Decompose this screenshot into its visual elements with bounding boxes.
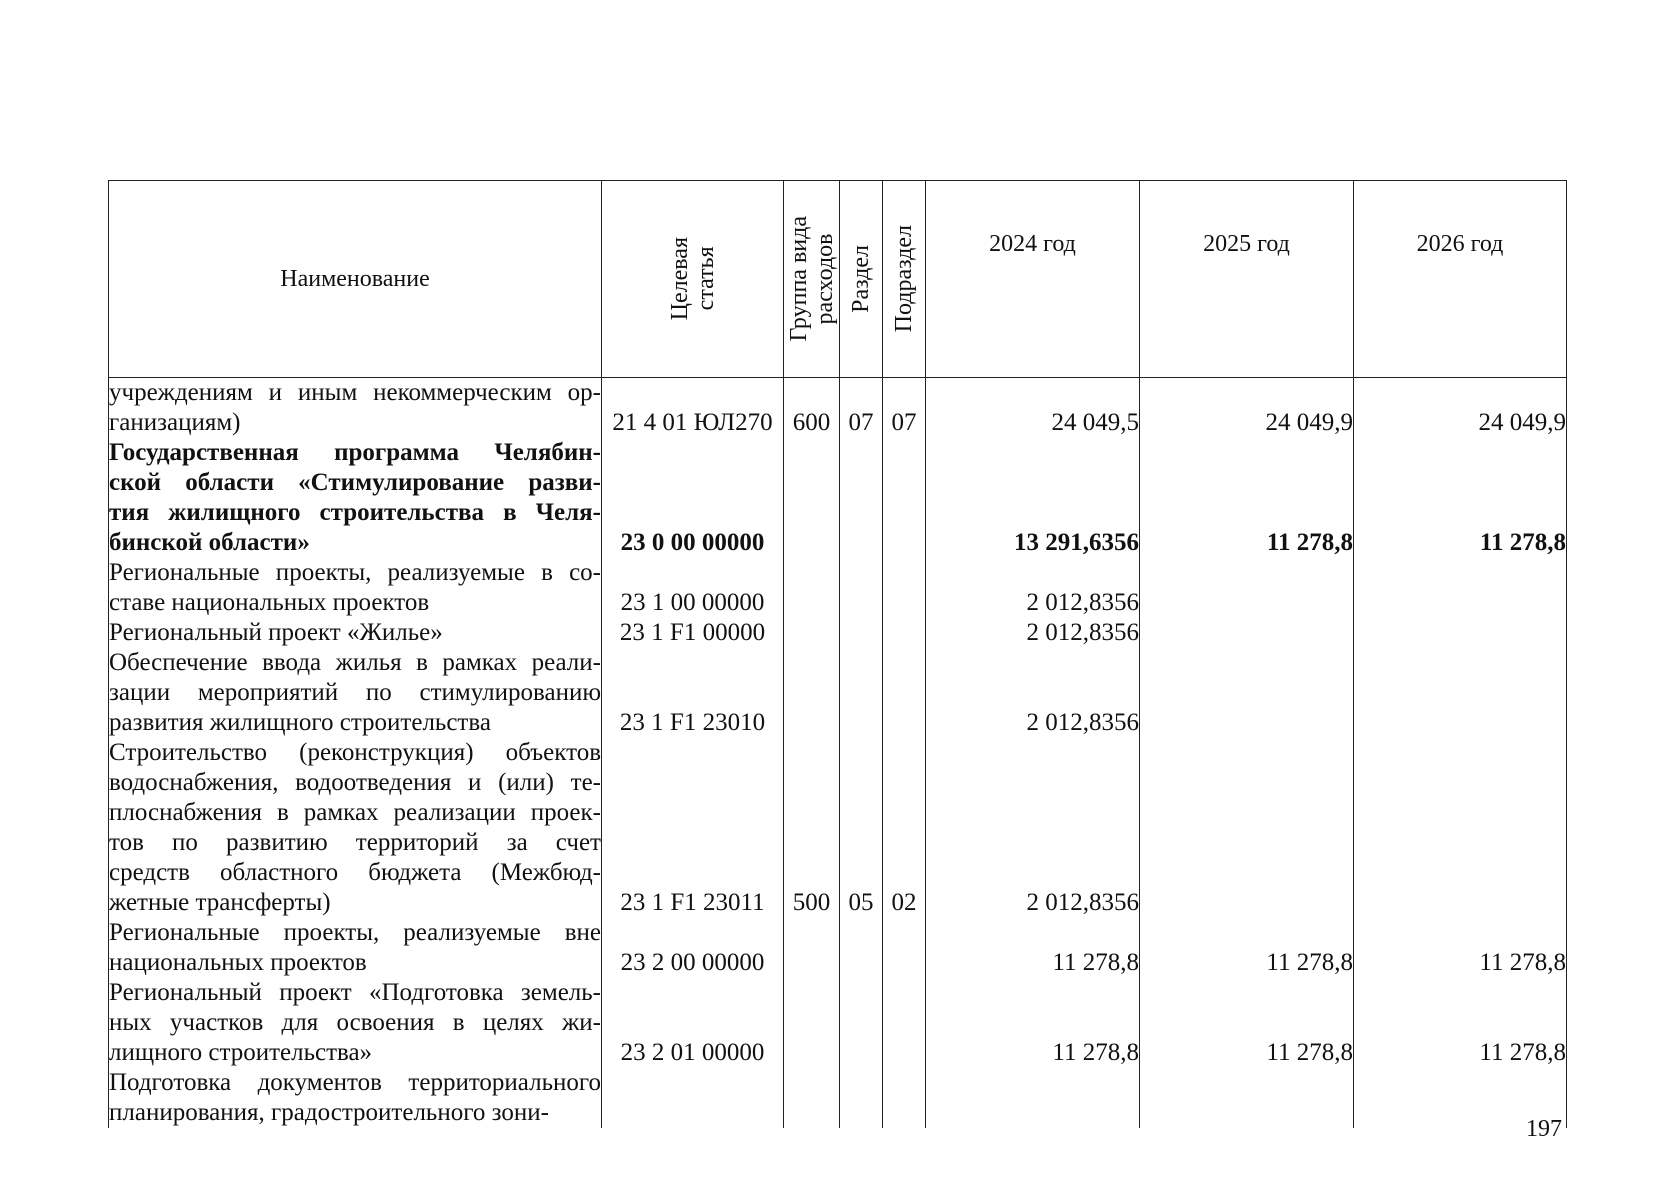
cell-subsection xyxy=(883,558,926,618)
cell-section xyxy=(840,978,883,1068)
cell-2026: 11 278,8 xyxy=(1354,918,1567,978)
cell-2024: 13 291,6356 xyxy=(926,438,1140,558)
cell-target-article: 23 1 00 00000 xyxy=(602,558,784,618)
cell-name-line: Региональный проект «Подготовка земель- xyxy=(109,979,601,1006)
cell-name xyxy=(109,438,602,558)
cell-name-line: Обеспечение ввода жилья в рамках реали- xyxy=(109,649,601,676)
cell-2024: 11 278,8 xyxy=(926,978,1140,1068)
header-section-label: Раздел xyxy=(848,245,874,313)
cell-name-line: планирования, градостроительного зони- xyxy=(109,1099,549,1126)
header-year-2024: 2024 год xyxy=(926,181,1140,378)
cell-name-line: бинской области» xyxy=(109,529,310,556)
cell-expense-group xyxy=(784,438,840,558)
cell-2026 xyxy=(1354,648,1567,738)
cell-2024: 2 012,8356 xyxy=(926,618,1140,648)
cell-name xyxy=(109,618,602,648)
header-subsection xyxy=(883,181,926,378)
cell-name xyxy=(109,738,602,918)
header-year-2025: 2025 год xyxy=(1140,181,1354,378)
table-row xyxy=(109,438,1567,558)
cell-2024: 2 012,8356 xyxy=(926,648,1140,738)
table-row xyxy=(109,558,1567,618)
cell-2025 xyxy=(1140,1068,1354,1128)
cell-target-article: 21 4 01 ЮЛ270 xyxy=(602,378,784,439)
cell-name xyxy=(109,978,602,1068)
cell-subsection xyxy=(883,1068,926,1128)
cell-section xyxy=(840,558,883,618)
cell-name xyxy=(109,1068,602,1128)
cell-2025 xyxy=(1140,558,1354,618)
cell-target-article: 23 1 F1 23010 xyxy=(602,648,784,738)
header-expense-group-line1: Группа вида xyxy=(785,216,812,342)
cell-name-line: Региональный проект «Жилье» xyxy=(109,619,443,646)
cell-2026: 11 278,8 xyxy=(1354,978,1567,1068)
cell-section xyxy=(840,918,883,978)
cell-2025: 24 049,9 xyxy=(1140,378,1354,439)
cell-name-line: средств областного бюджета (Межбюд- xyxy=(109,859,601,886)
header-year-2026: 2026 год xyxy=(1354,181,1567,378)
cell-2024: 11 278,8 xyxy=(926,918,1140,978)
cell-name xyxy=(109,378,602,439)
cell-2026 xyxy=(1354,618,1567,648)
cell-expense-group xyxy=(784,978,840,1068)
cell-section xyxy=(840,1068,883,1128)
cell-2024: 2 012,8356 xyxy=(926,558,1140,618)
cell-2024 xyxy=(926,1068,1140,1128)
cell-expense-group xyxy=(784,918,840,978)
cell-2026: 11 278,8 xyxy=(1354,438,1567,558)
header-subsection-label: Подраздел xyxy=(891,225,917,333)
cell-name-line: тов по развитию территорий за счет xyxy=(109,829,601,856)
cell-section: 07 xyxy=(840,378,883,439)
cell-name xyxy=(109,558,602,618)
cell-2025: 11 278,8 xyxy=(1140,978,1354,1068)
table-row xyxy=(109,1068,1567,1128)
table-body xyxy=(109,378,1567,1129)
cell-2026 xyxy=(1354,558,1567,618)
table-row xyxy=(109,978,1567,1068)
table-row xyxy=(109,648,1567,738)
cell-name-line: ставе национальных проектов xyxy=(109,589,430,616)
budget-table xyxy=(108,180,1567,1128)
header-target-article-line2: статья xyxy=(692,247,719,311)
cell-subsection xyxy=(883,918,926,978)
cell-expense-group: 600 xyxy=(784,378,840,439)
cell-name-line: плоснабжения в рамках реализации проек- xyxy=(109,799,601,826)
table-row xyxy=(109,378,1567,439)
cell-section xyxy=(840,648,883,738)
cell-subsection xyxy=(883,618,926,648)
cell-name-line: водоснабжения, водоотведения и (или) те- xyxy=(109,769,601,796)
cell-name-line: ганизациям) xyxy=(109,409,241,436)
cell-expense-group xyxy=(784,1068,840,1128)
cell-expense-group xyxy=(784,618,840,648)
cell-name xyxy=(109,648,602,738)
cell-subsection: 07 xyxy=(883,378,926,439)
cell-2026 xyxy=(1354,738,1567,918)
cell-subsection xyxy=(883,648,926,738)
cell-name-line: Строительство (реконструкция) объектов xyxy=(109,739,601,766)
cell-name-line: Государственная программа Челябин- xyxy=(109,439,601,466)
cell-name-line: ской области «Стимулирование разви- xyxy=(109,469,601,496)
page-number: 197 xyxy=(1526,1116,1562,1142)
cell-target-article: 23 1 F1 00000 xyxy=(602,618,784,648)
cell-section xyxy=(840,618,883,648)
cell-target-article: 23 2 00 00000 xyxy=(602,918,784,978)
cell-name-line: лищного строительства» xyxy=(109,1039,373,1066)
cell-name-line: учреждениям и иным некоммерческим ор- xyxy=(109,379,601,406)
cell-2026: 24 049,9 xyxy=(1354,378,1567,439)
header-target-article xyxy=(602,181,784,378)
cell-2025: 11 278,8 xyxy=(1140,918,1354,978)
cell-target-article: 23 2 01 00000 xyxy=(602,978,784,1068)
cell-target-article xyxy=(602,1068,784,1128)
cell-2024: 24 049,5 xyxy=(926,378,1140,439)
table-row xyxy=(109,738,1567,918)
header-expense-group xyxy=(784,181,840,378)
header-section xyxy=(840,181,883,378)
cell-name-line: зации мероприятий по стимулированию xyxy=(109,679,601,706)
cell-name-line: жетные трансферты) xyxy=(109,889,331,916)
cell-name-line: тия жилищного строительства в Челя- xyxy=(109,499,601,526)
cell-2025: 11 278,8 xyxy=(1140,438,1354,558)
cell-2025 xyxy=(1140,738,1354,918)
cell-target-article: 23 1 F1 23011 xyxy=(602,738,784,918)
cell-expense-group xyxy=(784,648,840,738)
cell-subsection xyxy=(883,978,926,1068)
cell-expense-group xyxy=(784,558,840,618)
cell-2025 xyxy=(1140,618,1354,648)
cell-name-line: ных участков для освоения в целях жи- xyxy=(109,1009,601,1036)
cell-name xyxy=(109,918,602,978)
cell-target-article: 23 0 00 00000 xyxy=(602,438,784,558)
table-header-row xyxy=(109,181,1567,378)
cell-2024: 2 012,8356 xyxy=(926,738,1140,918)
header-expense-group-line2: расходов xyxy=(811,233,838,325)
cell-expense-group: 500 xyxy=(784,738,840,918)
cell-subsection xyxy=(883,438,926,558)
table-row xyxy=(109,618,1567,648)
cell-name-line: Региональные проекты, реализуемые вне xyxy=(109,919,601,946)
cell-section xyxy=(840,438,883,558)
cell-subsection: 02 xyxy=(883,738,926,918)
header-target-article-line1: Целевая xyxy=(666,237,693,321)
table-row xyxy=(109,918,1567,978)
cell-name-line: национальных проектов xyxy=(109,949,367,976)
cell-section: 05 xyxy=(840,738,883,918)
cell-name-line: Региональные проекты, реализуемые в со- xyxy=(109,559,601,586)
header-name: Наименование xyxy=(109,181,602,378)
cell-name-line: Подготовка документов территориального xyxy=(109,1069,601,1096)
cell-2025 xyxy=(1140,648,1354,738)
cell-name-line: развития жилищного строительства xyxy=(109,709,491,736)
